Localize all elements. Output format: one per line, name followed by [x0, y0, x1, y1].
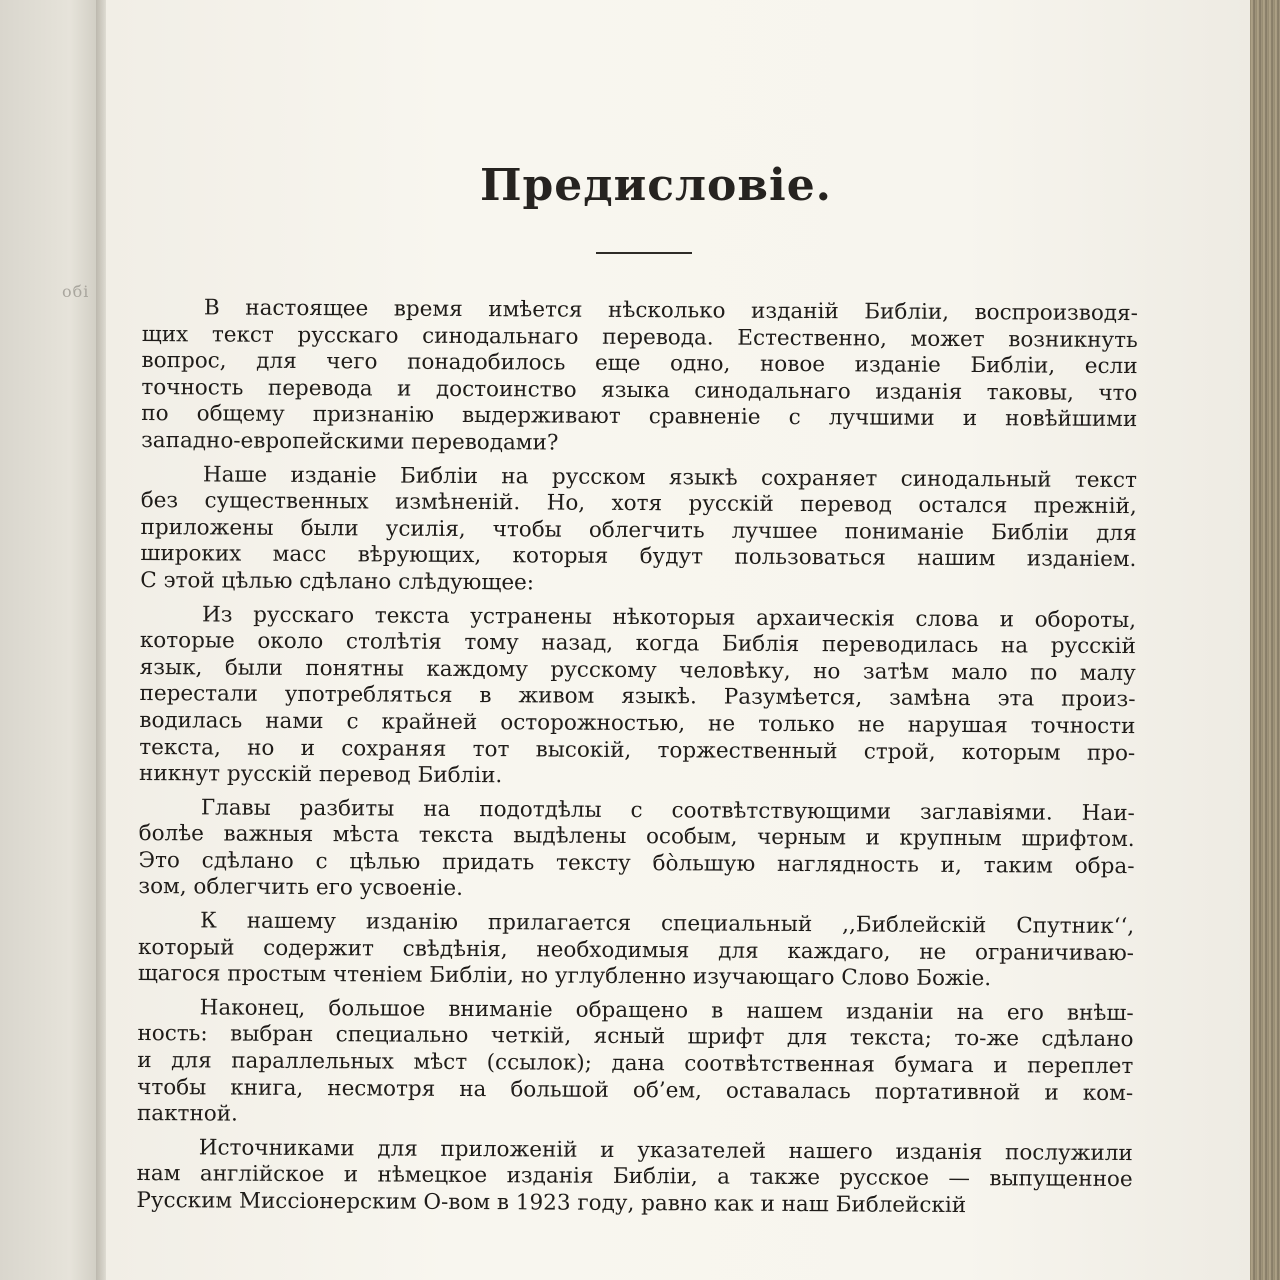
paragraph [140, 462, 1137, 601]
text-line: нам англійское и нѣмецкое изданія Библіи, а также русское — выпущенное [136, 1161, 1133, 1193]
left-page [0, 0, 100, 1280]
text-line: Это сдѣлано с цѣлью придать тексту бо̀льшую наглядность и, таким обра- [138, 847, 1135, 879]
left-page-fragment: обі [62, 282, 90, 301]
text-line: без существенных измѣненій. Но, хотя русскій перевод остался прежній, [140, 488, 1137, 520]
paragraph [138, 908, 1134, 994]
text-line: и для параллельных мѣст (ссылок); дана соотвѣтственная бумага и переплет [137, 1048, 1134, 1080]
text-line: язык, были понятны каждому русскому человѣку, но затѣм мало по малу [139, 654, 1136, 686]
text-line: западно-европейскими переводами? [141, 427, 559, 456]
text-line: К нашему изданію прилагается специальный ,,Библейскій Спутник‘‘, [200, 908, 1135, 940]
text-line: точность перевода и достоинство языка синодальнаго изданія таковы, что [141, 374, 1138, 406]
text-line: Главы разбиты на подотдѣлы с соотвѣтствующими заглавіями. Наи- [200, 795, 1135, 826]
paragraph [138, 795, 1135, 907]
text-line: Русским Миссіонерским О-вом в 1923 году, равно как и наш Библейскій [136, 1187, 967, 1219]
text-line: которые около столѣтія тому назад, когда Библія переводилась на русскій [139, 628, 1136, 660]
text-line: ность: выбран специально четкій, ясный шрифт для текста; то-же сдѣлано [137, 1021, 1134, 1053]
text-line: водилась нами с крайней осторожностью, не только не нарушая точности [139, 707, 1136, 739]
text-line: Наконец, большое вниманіе обращено в нашем изданіи на его внѣш- [199, 995, 1134, 1026]
text-line: который содержит свѣдѣнія, необходимыя для каждаго, не ограничиваю- [137, 934, 1135, 966]
paragraph [141, 295, 1138, 461]
page-edges [1250, 0, 1280, 1280]
preface-text [136, 295, 1138, 1228]
page-title: Предисловіе. [479, 160, 833, 211]
text-line: В настоящее время имѣется нѣсколько изданій Библіи, воспроизводя- [203, 295, 1138, 327]
paragraph [137, 995, 1134, 1134]
text-line: Из русскаго текста устранены нѣкоторыя архаическія слова и обороты, [201, 601, 1137, 633]
text-line: С этой цѣлью сдѣлано слѣдующее: [140, 567, 535, 596]
right-page [106, 0, 1250, 1280]
text-line: пактной. [136, 1101, 238, 1127]
text-line: чтобы книга, несмотря на большой об’ем, оставалась портативной и ком- [137, 1074, 1134, 1106]
text-line: перестали употребляться в живом языкѣ. Разумѣется, замѣна эта произ- [139, 681, 1136, 713]
text-line: вопрос, для чего понадобилось еще одно, новое изданіе Библіи, если [141, 348, 1138, 380]
text-line: никнут русскій перевод Библіи. [139, 761, 503, 789]
text-line: щагося простым чтеніем Библіи, но углубленно изучающаго Слово Божіе. [137, 961, 992, 992]
text-line: щих текст русскаго синодальнаго перевода. Естественно, может возникнуть [141, 321, 1138, 353]
title-rule [596, 252, 692, 254]
text-line: приложены были усилія, чтобы облегчить лучшее пониманіе Библіи для [140, 514, 1137, 546]
text-line: Источниками для приложеній и указателей нашего изданія послужили [198, 1135, 1133, 1166]
text-line: Наше изданіе Библіи на русском языкѣ сохраняет синодальный текст [202, 461, 1137, 493]
text-line: широких масс вѣрующих, которыя будут пользоваться нашим изданіем. [140, 541, 1137, 573]
text-line: болѣе важныя мѣста текста выдѣлены особым, черным и крупным шрифтом. [138, 821, 1135, 853]
text-line: зом, облегчить его усвоеніе. [138, 874, 464, 902]
text-line: текста, но и сохраняя тот высокій, торжественный строй, которым про- [139, 734, 1136, 766]
paragraph [139, 602, 1136, 794]
paragraph [136, 1135, 1132, 1221]
text-line: по общему признанію выдерживают сравненіе с лучшими и новѣйшими [141, 401, 1138, 433]
